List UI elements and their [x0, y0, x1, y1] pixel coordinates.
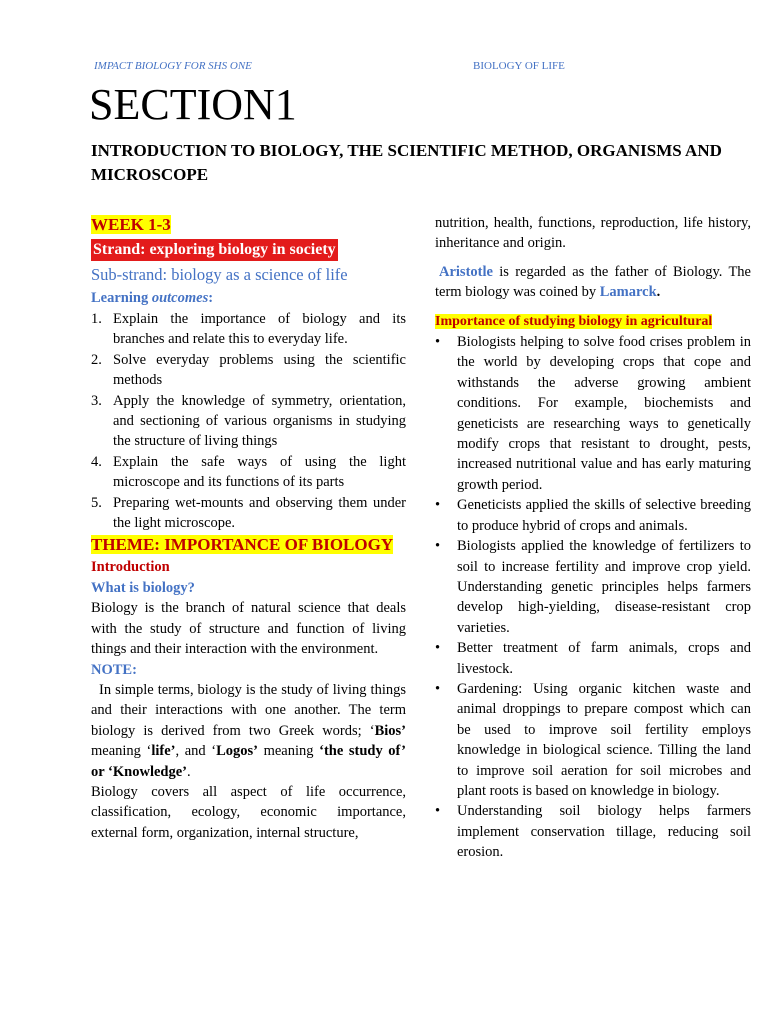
aristotle-paragraph: Aristotle is regarded as the father of Biology. The term biology was coined by Lamarck.	[435, 263, 751, 301]
definition-paragraph: Biology is the branch of natural science that deals with the study of structure and function of living things and their interaction with the environment.	[91, 600, 406, 658]
list-item: • Gardening: Using organic kitchen waste and animal droppings to prepare compost which can be used to improve soil fertility employs knowledge in biological science. Tilling the land to improve soil aeration for soil microbes and plant roots is based on knowledge in biology.	[435, 680, 751, 799]
list-item: • Geneticists applied the skills of selective breeding to produce hybrid of crops and animals.	[435, 497, 751, 534]
list-item: 5. Preparing wet-mounts and observing them under the light microscope.	[91, 494, 406, 532]
note-paragraph: In simple terms, biology is the study of living things and their interactions with one another. The term biology is derived from two Greek words; ‘Bios’ meaning ‘life’, and ‘Logos’ meaning ‘the study of’ or ‘Knowledge’.	[91, 681, 407, 780]
list-item: • Biologists applied the knowledge of fertilizers to soil to increase fertility and improve crop yield. Understanding genetic principles helps farmers develop high-yielding, disease-resistant crop varieties.	[435, 538, 751, 636]
header-left: IMPACT BIOLOGY FOR SHS ONE	[94, 60, 252, 72]
strand-label: Strand: exploring biology in society	[91, 239, 338, 261]
importance-list	[435, 332, 751, 863]
left-column	[91, 213, 406, 843]
section-title: SECTION1	[89, 80, 297, 129]
list-item: 1. Explain the importance of biology and its branches and relate this to everyday life.	[91, 311, 406, 348]
importance-heading: Importance of studying biology in agricultural	[435, 313, 713, 329]
continued-paragraph: nutrition, health, functions, reproduction, life history, inheritance and origin.	[435, 215, 751, 252]
list-item: 3. Apply the knowledge of symmetry, orientation, and sectioning of various organisms in studying the structure of living things	[91, 392, 406, 450]
introduction-heading: Introduction	[91, 559, 170, 576]
right-column	[435, 213, 751, 863]
list-item: 2. Solve everyday problems using the scientific methods	[91, 351, 406, 389]
list-item: 4. Explain the safe ways of using the light microscope and its functions of its parts	[91, 453, 406, 491]
list-item: • Biologists helping to solve food crises problem in the world by developing crops that cope and withstands the adverse growing ambient conditions. For example, biochemists and geneticists are researching ways to genetically modify crops that resistant to drought, pests, increased nutritional value and has early maturing growth period.	[435, 334, 751, 493]
learning-outcomes-list	[91, 309, 406, 533]
covers-paragraph: Biology covers all aspect of life occurrence, classification, ecology, economic importance, external form, organization, internal structure,	[91, 783, 406, 841]
list-item: • Understanding soil biology helps farmers implement conservation tillage, reducing soil erosion.	[435, 803, 751, 861]
note-heading: NOTE:	[91, 661, 137, 678]
theme-heading: THEME: IMPORTANCE OF BIOLOGY	[91, 535, 394, 555]
what-is-biology-heading: What is biology?	[91, 579, 195, 596]
list-item: • Better treatment of farm animals, crops and livestock.	[435, 640, 751, 677]
main-title: INTRODUCTION TO BIOLOGY, THE SCIENTIFIC METHOD, ORGANISMS AND MICROSCOPE	[91, 141, 722, 184]
week-label: WEEK 1-3	[91, 215, 171, 234]
header-right: BIOLOGY OF LIFE	[473, 60, 565, 72]
learning-outcomes-heading: Learning outcomes:	[91, 290, 214, 306]
substrand-label: Sub-strand: biology as a science of life	[91, 265, 348, 284]
